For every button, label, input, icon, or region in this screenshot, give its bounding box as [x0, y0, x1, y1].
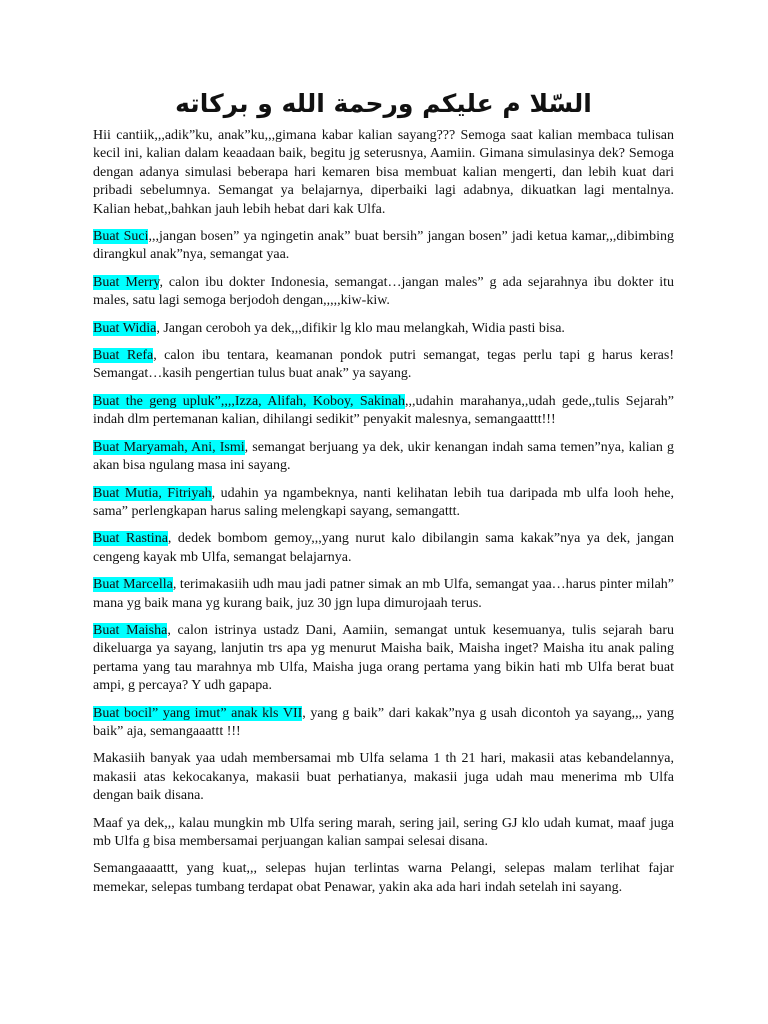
paragraph-maisha: [93, 622, 674, 696]
letter-page: [93, 86, 674, 906]
highlighted-name: Buat the geng upluk”,,,,Izza, Alifah, Koboy, Sakinah: [93, 393, 406, 409]
highlighted-name: Buat Suci: [93, 229, 149, 245]
highlighted-name: Buat bocil” yang imut” anak kls VII: [93, 705, 303, 721]
paragraph-widia: [93, 320, 674, 338]
intro-paragraph: [93, 127, 674, 219]
paragraph-geng-upluk: [93, 393, 674, 430]
paragraph-maryamah: [93, 439, 674, 476]
paragraph-thanks: [93, 750, 674, 805]
paragraph-text: , Jangan ceroboh ya dek,,,difikir lg klo mau melangkah, Widia pasti bisa.: [156, 320, 565, 336]
paragraph-text: Semangaaaattt, yang kuat,,, selepas hujan terlintas warna Pelangi, selepas malam terlihat fajar memekar, selepas tumbang terdapat obat Penawar, yakin aka ada hari indah setelah ini sayang.: [93, 861, 674, 895]
highlighted-name: Buat Maryamah, Ani, Ismi: [93, 439, 245, 455]
paragraph-text: , dedek bombom gemoy,,,yang nurut kalo dibilangin sama kakak”nya ya dek, jangan cengeng kayak mb Ulfa, semangat belajarnya.: [93, 531, 674, 565]
paragraph-refa: [93, 347, 674, 384]
highlighted-name: Buat Merry: [93, 274, 160, 290]
paragraph-marcella: [93, 576, 674, 613]
paragraph-suci: [93, 228, 674, 265]
paragraph-apology: [93, 815, 674, 852]
paragraph-text: Hii cantiik,,,adik”ku, anak”ku,,,gimana kabar kalian sayang??? Semoga saat kalian membaca tulisan kecil ini, kalian dalam keaadaan baik, begitu jg seterusnya, Aamiin. Gimana simulasinya dek? Semoga dengan adanya simulasi beberapa hari kemaren bisa membuat kalian mengerti, dan lebih kuat dari pribadi sebelumnya. Semangat ya belajarnya, diperbaiki lagi adabnya, dikuatkan lagi mentalnya. Kalian hebat,,bahkan jauh lebih hebat dari kak Ulfa.: [93, 128, 674, 217]
paragraph-text: Maaf ya dek,,, kalau mungkin mb Ulfa sering marah, sering jail, sering GJ klo udah kumat, maaf juga mb Ulfa g bisa membersamai perjuangan kalian sampai selesai disana.: [93, 815, 674, 849]
paragraph-bocil: [93, 705, 674, 742]
paragraph-text: , semangat berjuang ya dek, ukir kenangan indah sama temen”nya, kalian g akan bisa ngulang masa ini sayang.: [93, 439, 674, 474]
highlighted-name: Buat Widia: [93, 320, 157, 336]
highlighted-name: Buat Rastina: [93, 531, 168, 547]
paragraph-text: , calon ibu dokter Indonesia, semangat…jangan males” g ada sejarahnya ibu dokter itu males, satu lagi semoga berjodoh dengan,,,,,kiw-kiw.: [93, 274, 674, 309]
paragraph-text: ,,,udahin marahanya,,udah gede,,tulis Sejarah” indah dlm pertemanan kalian, dihilangi sedikit” penyakit malesnya, semangaattt!!!: [93, 393, 674, 428]
paragraph-text: Makasiih banyak yaa udah membersamai mb Ulfa selama 1 th 21 hari, makasii atas kebandelannya, makasii atas kekocakanya, makasii buat perhatianya, makasii juga udah mau menerima mb Ulfa dengan baik disana.: [93, 751, 674, 804]
highlighted-name: Buat Mutia, Fitriyah: [93, 485, 212, 501]
paragraph-text: ,,,jangan bosen” ya ngingetin anak” buat bersih” jangan bosen” jadi ketua kamar,,,dibimbing dirangkul anak”nya, semangat yaa.: [93, 229, 674, 263]
paragraph-text: , calon istrinya ustadz Dani, Aamiin, semangat untuk kesemuanya, tulis sejarah baru dikeluarga ya sayang, lanjutin trs apa yg menurut Maisha baik, Maisha inget? Maisha itu anak paling pertama yang tau marahnya mb Ulfa, Maisha juga orang pertama yang bikin hati mb Ulfa berat buat ampi, g percaya? Y udh gapapa.: [93, 622, 674, 694]
paragraph-mutia: [93, 485, 674, 522]
paragraph-rastina: [93, 530, 674, 567]
paragraph-closing: [93, 860, 674, 897]
paragraph-text: , udahin ya ngambeknya, nanti kelihatan lebih tua daripada mb ulfa looh hehe, sama” perlengkapan harus saling melengkapi sayang, semangattt.: [93, 485, 674, 519]
paragraph-text: , terimakasiih udh mau jadi patner simak an mb Ulfa, semangat yaa…harus pinter milah” mana yg baik mana yg kurang baik, juz 30 jgn lupa dimurojaah terus.: [93, 577, 674, 611]
highlighted-name: Buat Marcella: [93, 577, 173, 593]
highlighted-name: Buat Refa: [93, 348, 154, 364]
paragraph-text: , calon ibu tentara, keamanan pondok putri semangat, tegas perlu tapi g harus keras! Semangat…kasih pengertian tulus buat anak” ya sayang.: [93, 348, 674, 382]
paragraph-merry: [93, 274, 674, 311]
arabic-greeting-title: السّلا م عليكم ورحمة الله و بركاته: [175, 89, 592, 118]
highlighted-name: Buat Maisha: [93, 622, 168, 638]
paragraph-text: , yang g baik” dari kakak”nya g usah dicontoh ya sayang,,, yang baik” aja, semangaaattt !!!: [93, 705, 674, 739]
